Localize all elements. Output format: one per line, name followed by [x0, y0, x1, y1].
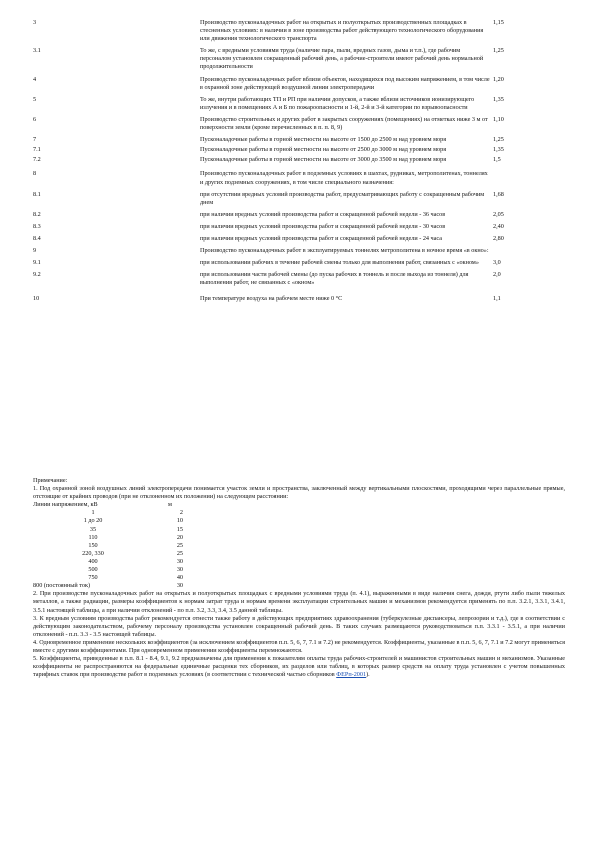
row-coefficient: 1,35: [493, 146, 504, 154]
row-number: 8.2: [33, 210, 41, 218]
row-number: 7.2: [33, 156, 41, 164]
row-description: Пусконаладочные работы в горной местности на высоте от 3000 до 3500 м над уровнем моря: [200, 156, 447, 164]
row-coefficient: 1,10: [493, 115, 504, 123]
voltage-kv: 150: [88, 541, 98, 549]
row-description: при наличии вредных условий производства работ и сокращенной рабочей недели - 30 часов: [200, 222, 446, 230]
row-coefficient: 2,0: [493, 271, 501, 279]
row-number: 8.3: [33, 222, 41, 230]
voltage-kv: 220, 330: [82, 549, 104, 557]
voltage-m: 30: [176, 582, 183, 590]
table-row: [33, 116, 563, 132]
notes-section: [33, 477, 565, 679]
row-coefficient: 2,05: [493, 210, 504, 218]
table-row: [33, 247, 563, 255]
voltage-row: [33, 517, 183, 525]
row-coefficient: 1,68: [493, 190, 504, 198]
voltage-row: [33, 550, 183, 558]
voltage-row: [33, 574, 183, 582]
row-description: при использовании части рабочей смены (до пуска рабочих в тоннель и после выхода из тоннеля) для выполнения работ, не связанных с «окном»: [200, 271, 469, 287]
voltage-row: [33, 526, 183, 534]
coefficients-table: [33, 19, 563, 304]
row-coefficient: 1,15: [493, 19, 504, 26]
note-5-text: 5. Коэффициенты, приведенные в п.п. 8.1 - 8.4, 9.1, 9.2 предназначены для применения к показателям оплаты труда рабочих-строителей и машинистов строительных машин и механизмов. Указанные коэффициенты не распространяются на федеральные единичные расценки тех сборников, их разделов или таблиц, в которых размер средств на оплату труда установлен с учетом повышенных тарифных ставок при производстве работ в подземных условиях (в соответствии с технической частью сборников: [33, 655, 565, 679]
voltage-m: 25: [176, 549, 183, 557]
voltage-table: [33, 501, 183, 590]
table-row: [33, 211, 563, 219]
voltage-kv: 800 (постоянный ток): [33, 582, 91, 590]
table-row: [33, 295, 563, 303]
voltage-row-dc: [33, 582, 183, 590]
voltage-kv: 400: [88, 557, 98, 565]
row-number: 8.4: [33, 234, 41, 242]
voltage-m: 30: [176, 557, 183, 565]
voltage-m: 40: [176, 574, 183, 582]
row-description: при отсутствии вредных условий производства работ, предусматривающих работу с сокращенным рабочим днем: [200, 190, 485, 206]
voltage-kv: 1 до 20: [83, 517, 103, 525]
note-2: 2. При производстве пусконаладочных работ на открытых и полуоткрытых площадках с вредными условиями труда (п. 4.1), выраженными в виде наличия снега, дождя, ртути либо пыли тяжелых металлов, а также радиации, размеры коэффициентов к нормам затрат труда и нормам времени эксплуатации строительных машин и механизмов рекомендуется применять по п.п. 3.2.1, 3.3.1, 3.4.1, 3.5.1 настоящей таблицы, а при наличии отклонений - по п.п. 3.2, 3.3, 3.4, 3.5 данной таблицы.: [33, 590, 565, 614]
row-description: Производство пусконаладочных работ в эксплуатируемых тоннелях метрополитена в ночное время «в окно»:: [200, 247, 489, 255]
row-coefficient: [490, 247, 563, 255]
voltage-kv: 1: [91, 509, 95, 517]
voltage-row: [33, 542, 183, 550]
row-description: То же, с вредными условиями труда (наличие пара, пыли, вредных газов, дыма и т.п.), где рабочим персоналом установлен сокращенный рабочий день, а рабочие-строители имеют рабочий день нормальной продолжительности: [200, 47, 484, 71]
voltage-row: [33, 509, 183, 517]
table-row: [33, 259, 563, 267]
row-number: 5: [33, 95, 37, 103]
row-coefficient: 2,80: [493, 234, 504, 242]
table-row: [33, 47, 563, 71]
row-description: При температуре воздуха на рабочем месте ниже 0 °С: [200, 295, 343, 303]
row-coefficient: [490, 170, 563, 186]
voltage-row: [33, 566, 183, 574]
voltage-header-m: м: [168, 501, 172, 509]
table-row: [33, 170, 563, 186]
note-1: 1. Под охранной зоной воздушных линий электропередачи понимается участок земли и пространства, заключенный между вертикальными плоскостями, проходящими через параллельные прямые, отстоящие от крайних проводов (при не отклоненном их положении) на следующем расстоянии:: [33, 485, 565, 501]
table-row: [33, 19, 563, 43]
voltage-header-kv: Линии напряжением, кВ: [33, 501, 98, 509]
row-number: 9.1: [33, 259, 41, 267]
table-row: [33, 223, 563, 231]
row-description: при наличии вредных условий производства работ и сокращенной рабочей недели - 36 часов: [200, 210, 446, 218]
table-row: [33, 271, 563, 287]
row-description: Пусконаладочные работы в горной местности на высоте от 1500 до 2500 м над уровнем моря: [200, 136, 447, 144]
row-number: 9: [33, 247, 37, 255]
row-coefficient: 1,20: [493, 75, 504, 83]
row-description: при наличии вредных условий производства работ и сокращенной рабочей недели - 24 часа: [200, 234, 442, 242]
row-description: Производство пусконаладочных работ на открытых и полуоткрытых производственных площадках в стесненных условиях: в наличии в зоне производства работ действующего технологического оборудования или движения технологического транспорта: [200, 19, 484, 43]
row-number: 6: [33, 115, 37, 123]
row-number: 3.1: [33, 47, 41, 55]
row-description: Производство пусконаладочных работ вблизи объектов, находящихся под высоким напряжением, в том числе в охранной зоне действующей воздушной линии электропередачи: [200, 75, 490, 91]
note-3: 3. К вредным условиям производства работ рекомендуется отнести также работу в действующих предприятиях здравоохранения (туберкулезные диспансеры, лепрозории и т.д.), где в соответствии с действующим законодательством, рабочему персоналу производства установлен сокращенный рабочий день. В таких случаях размещаются руководствоваться п.п. 3.3.1 - 3.5.1, а при наличии отклонений - п.п. 3.3 - 3.5 настоящей таблицы.: [33, 614, 565, 638]
ferp-link[interactable]: ФЕРп-2001: [336, 671, 367, 679]
row-description: То же, внутри работающих ТП и РП при наличии допусков, а также вблизи источников ионизирующего излучения и в помещениях А и Б по пожароопасности и 1-й, 2-й и 3-й категории по взрывоопасности: [200, 95, 475, 111]
voltage-m: 15: [176, 525, 183, 533]
voltage-kv: 110: [88, 533, 98, 541]
voltage-m: 20: [176, 533, 183, 541]
voltage-m: 10: [176, 517, 183, 525]
row-description: Производство строительных и других работ в закрытых сооружениях (помещениях) на отметках ниже 3 м от поверхности земли (кроме перечисленных в п. п. 8, 9): [200, 115, 488, 132]
row-coefficient: 1,1: [493, 295, 501, 303]
table-row: [33, 156, 563, 164]
voltage-kv: 750: [88, 574, 98, 582]
note-5-end: ).: [366, 671, 370, 679]
row-number: 3: [33, 19, 37, 26]
note-5: [33, 655, 565, 679]
row-coefficient: 1,25: [493, 136, 504, 144]
voltage-m: 30: [176, 566, 183, 574]
voltage-kv: 500: [88, 566, 98, 574]
row-description: Пусконаладочные работы в горной местности на высоте от 2500 до 3000 м над уровнем моря: [200, 146, 447, 154]
voltage-table-header: [33, 501, 183, 509]
row-number: 7.1: [33, 146, 41, 154]
table-row: [33, 136, 563, 144]
table-row: [33, 146, 563, 154]
row-number: 7: [33, 136, 37, 144]
row-number: 4: [33, 75, 37, 83]
row-description: Производство пусконаладочных работ в подземных условиях в шахтах, рудниках, метрополитенах, тоннелях и других подземных сооружениях, в том числе специального назначения:: [200, 170, 488, 186]
row-coefficient: 1,35: [493, 95, 504, 103]
voltage-row: [33, 558, 183, 566]
row-description: при использовании рабочих в течение рабочей смены только для выполнения работ, связанных с «окном»: [200, 259, 479, 267]
table-row: [33, 191, 563, 207]
row-coefficient: 3,0: [493, 259, 501, 267]
row-number: 10: [33, 295, 40, 303]
table-row: [33, 76, 563, 92]
voltage-row: [33, 534, 183, 542]
row-number: 9.2: [33, 271, 41, 279]
notes-heading: Примечание:: [33, 477, 68, 484]
voltage-m: 25: [176, 541, 183, 549]
note-4: 4. Одновременное применение нескольких коэффициентов (за исключением коэффициентов п.п. 5, 6, 7, 7.1 и 7.2) не рекомендуется. Коэффициенты, указанные в п.п. 5, 6, 7, 7.1 и 7.2 могут применяться вместе с другими коэффициентами. При одновременном применении коэффициенты перемножаются.: [33, 638, 565, 654]
voltage-m: 2: [179, 509, 183, 517]
table-row: [33, 96, 563, 112]
row-number: 8: [33, 170, 37, 178]
table-row: [33, 235, 563, 243]
row-coefficient: 1,25: [493, 47, 504, 55]
row-number: 8.1: [33, 190, 41, 198]
voltage-kv: 35: [89, 525, 97, 533]
row-coefficient: 1,5: [493, 156, 501, 164]
row-coefficient: 2,40: [493, 222, 504, 230]
